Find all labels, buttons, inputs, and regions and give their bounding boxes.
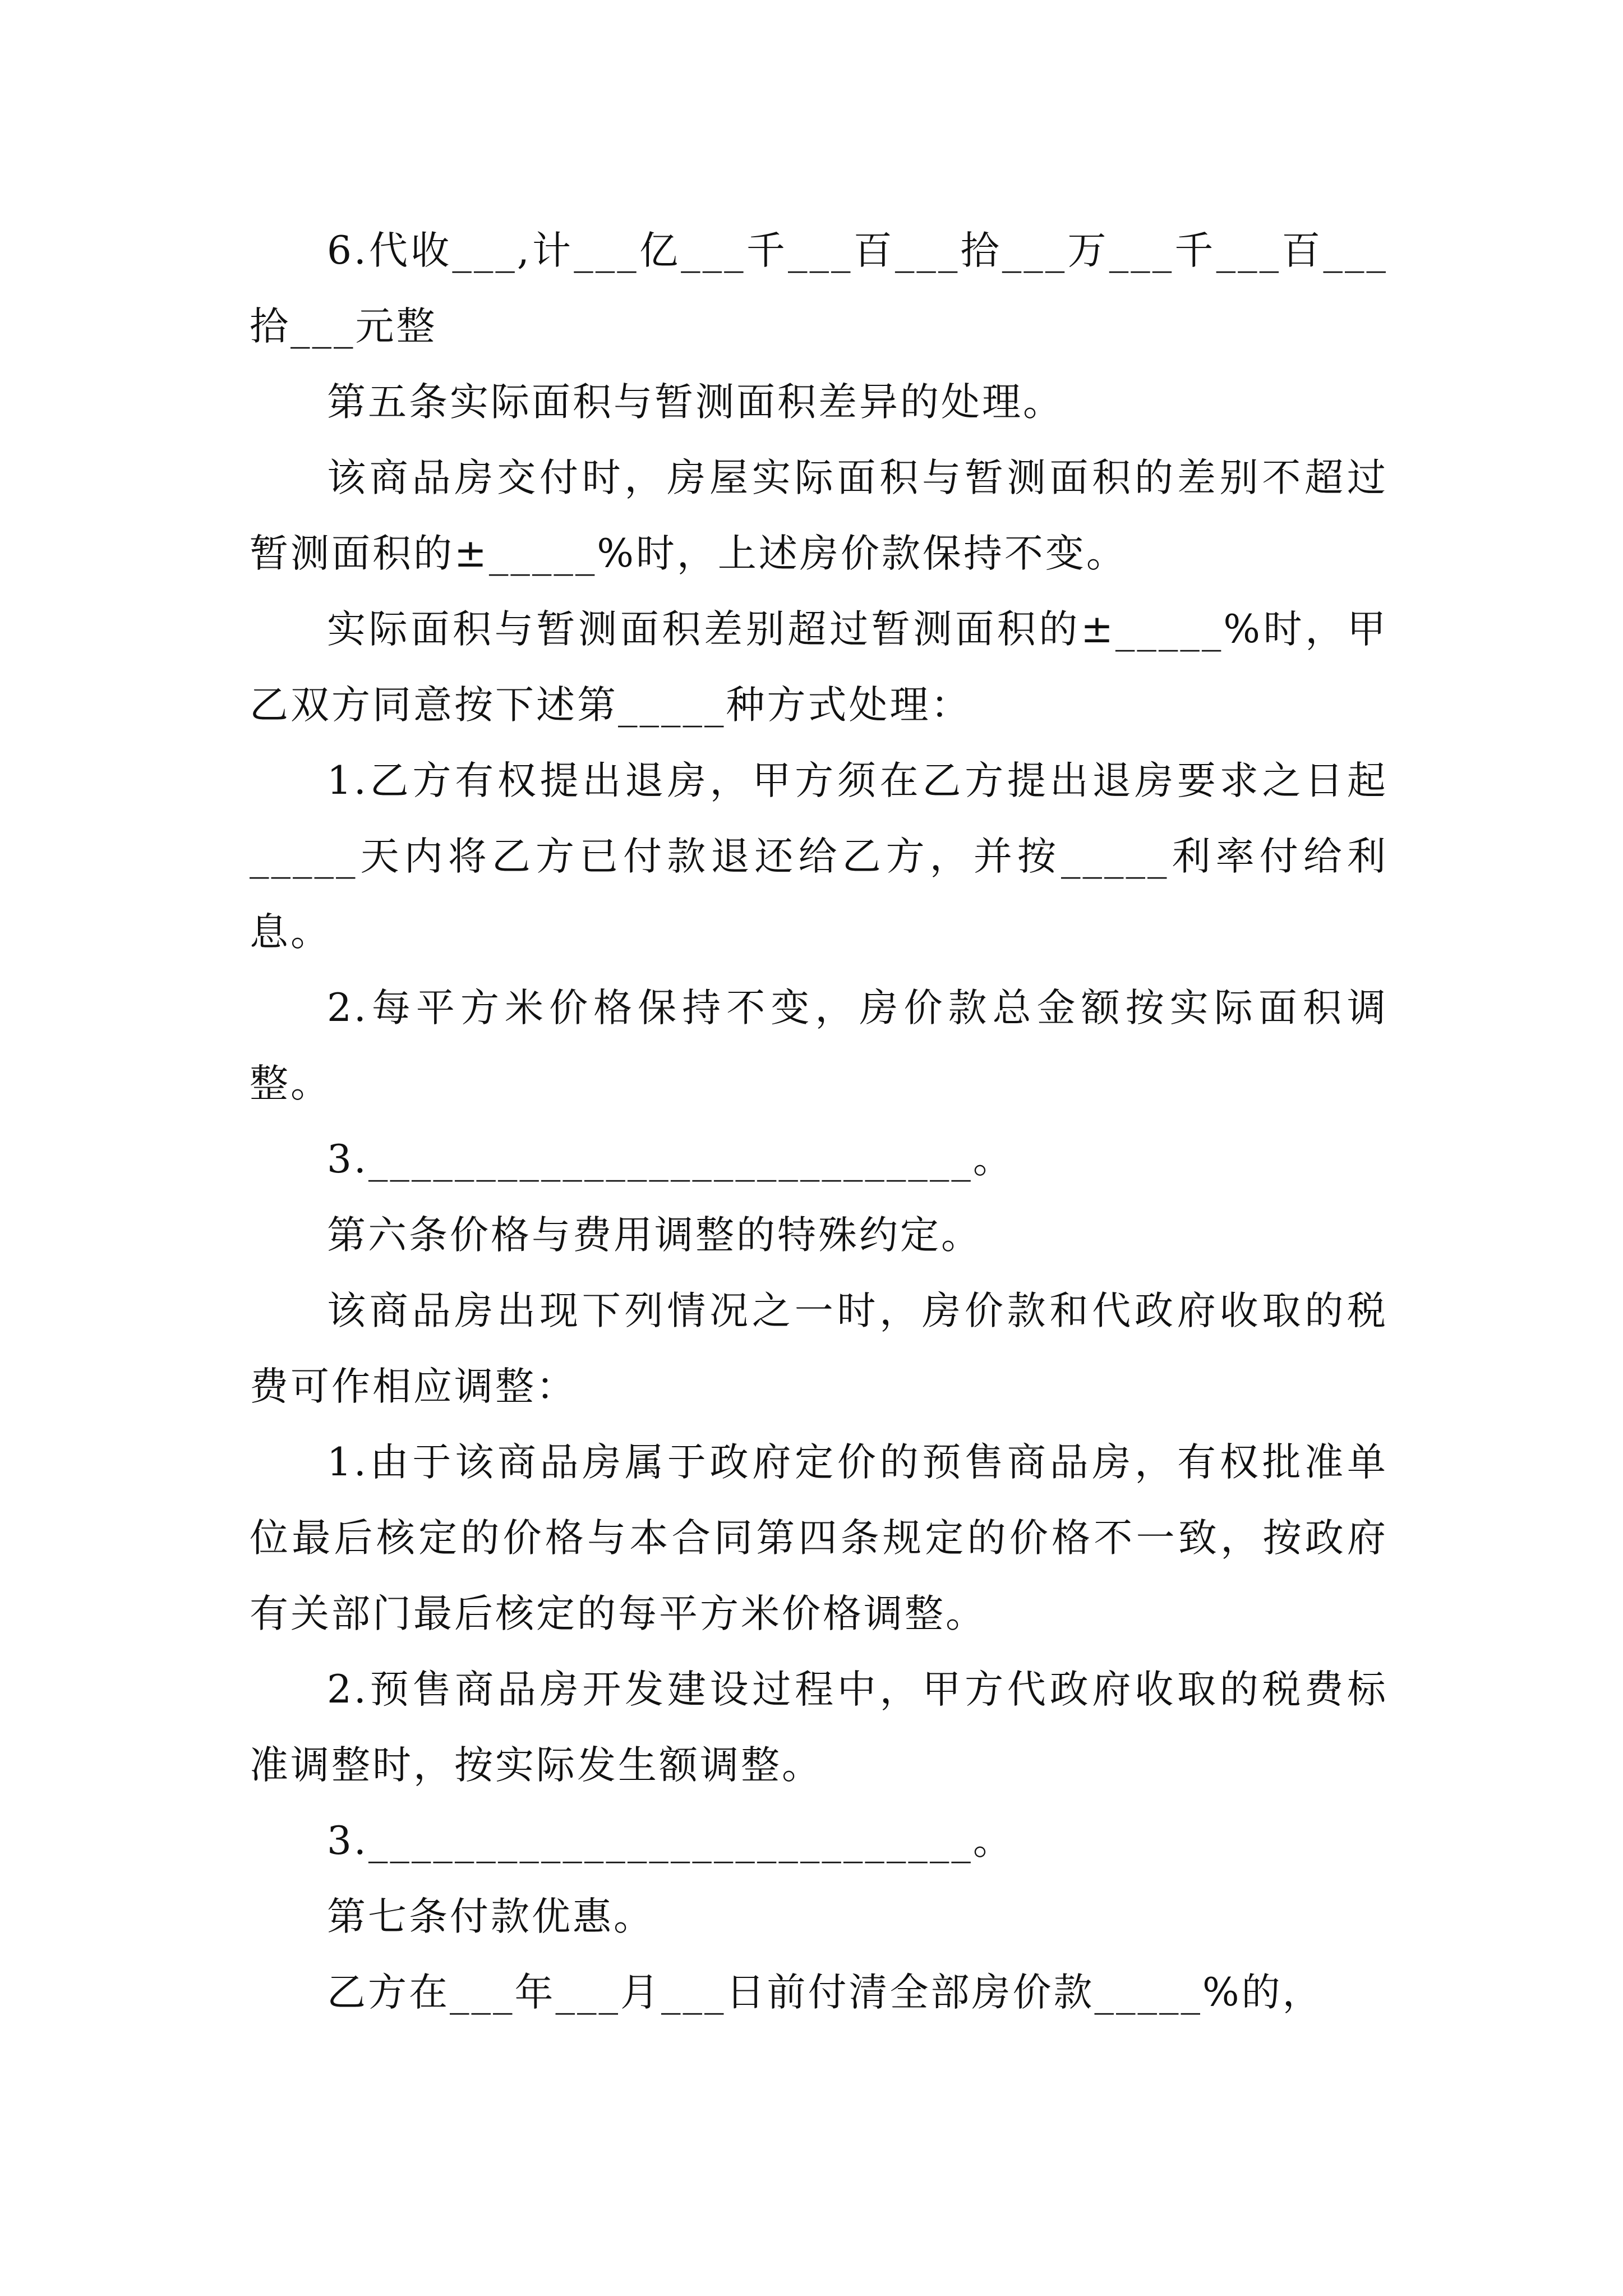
paragraph-option-2-adjust: 2.每平方米价格保持不变，房价款总金额按实际面积调整。: [250, 986, 1388, 1106]
paragraph-area-difference-tolerance: 该商品房交付时，房屋实际面积与暂测面积的差别不超过暂测面积的±_____%时，上述房价款保持不变。: [250, 455, 1388, 576]
paragraph-option-1-refund: 1.乙方有权提出退房，甲方须在乙方提出退房要求之日起_____天内将乙方已付款退还给乙方，并按_____利率付给利息。: [250, 758, 1388, 955]
article-7-heading: 第七条付款优惠。: [327, 1894, 654, 1939]
paragraph-area-difference-exceeded: 实际面积与暂测面积差别超过暂测面积的±_____%时，甲乙双方同意按下述第_____种方式处理：: [250, 607, 1388, 728]
paragraph-condition-3-blank: 3.____________________________。: [327, 1819, 1014, 1864]
paragraph-option-3-blank: 3.____________________________。: [327, 1137, 1014, 1182]
paragraph-payment-discount: 乙方在___年___月___日前付清全部房价款_____%的，: [327, 1970, 1324, 2015]
paragraph-condition-2-tax-standard: 2.预售商品房开发建设过程中，甲方代政府收取的税费标准调整时，按实际发生额调整。: [250, 1667, 1388, 1788]
paragraph-condition-1-government-price: 1.由于该商品房属于政府定价的预售商品房，有权批准单位最后核定的价格与本合同第四条规定的价格不一致，按政府有关部门最后核定的每平方米价格调整。: [250, 1440, 1388, 1636]
paragraph-adjustment-conditions: 该商品房出现下列情况之一时，房价款和代政府收取的税费可作相应调整：: [250, 1289, 1388, 1409]
paragraph-payment-collection: 6.代收___,计___亿___千___百___拾___万___千___百___拾___元整: [250, 228, 1388, 349]
document-body: [250, 213, 1388, 2031]
article-5-heading: 第五条实际面积与暂测面积差异的处理。: [327, 380, 1064, 425]
article-6-heading: 第六条价格与费用调整的特殊约定。: [327, 1213, 982, 1258]
